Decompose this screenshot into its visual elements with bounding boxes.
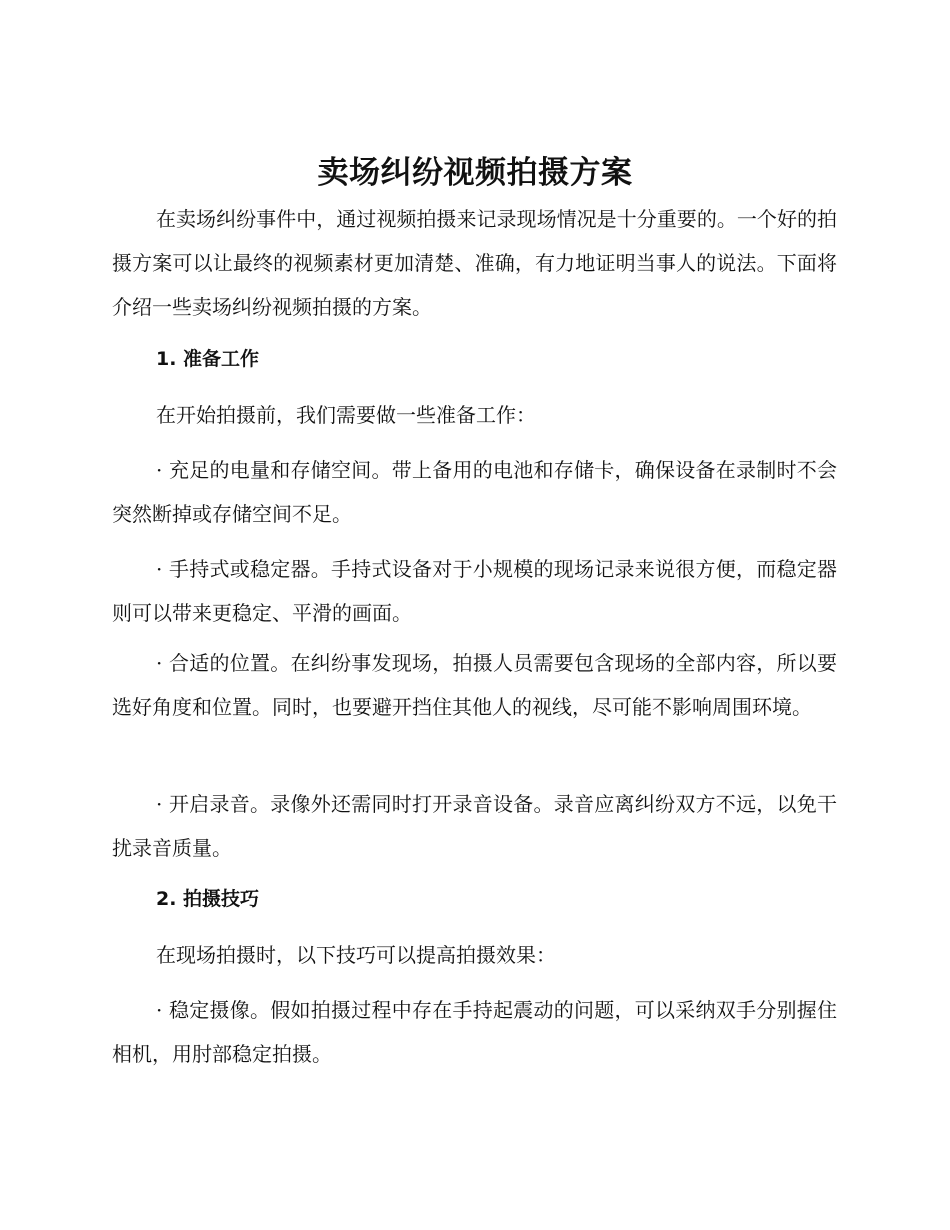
bullet-item-position: · 合适的位置。在纠纷事发现场，拍摄人员需要包含现场的全部内容，所以要选好角度和位置。同时，也要避开挡住其他人的视线，尽可能不影响周围环境。 <box>112 651 837 719</box>
section-lead-preparation: 在开始拍摄前，我们需要做一些准备工作： <box>156 403 536 427</box>
section-lead-techniques: 在现场拍摄时，以下技巧可以提高拍摄效果： <box>156 943 556 967</box>
intro-paragraph: 在卖场纠纷事件中，通过视频拍摄来记录现场情况是十分重要的。一个好的拍摄方案可以让最终的视频素材更加清楚、准确，有力地证明当事人的说法。下面将介绍一些卖场纠纷视频拍摄的方案。 <box>112 207 837 319</box>
document-title: 卖场纠纷视频拍摄方案 <box>317 155 633 191</box>
section-heading-preparation: 1. 准备工作 <box>156 348 260 370</box>
bullet-item-recording: · 开启录音。录像外还需同时打开录音设备。录音应离纠纷双方不远，以免干扰录音质量。 <box>112 792 837 860</box>
bullet-item-stable-shooting: · 稳定摄像。假如拍摄过程中存在手持起震动的问题，可以采纳双手分别握住相机，用肘部稳定拍摄。 <box>112 998 837 1066</box>
bullet-item-battery-storage: · 充足的电量和存储空间。带上备用的电池和存储卡，确保设备在录制时不会突然断掉或存储空间不足。 <box>112 458 837 526</box>
section-heading-techniques: 2. 拍摄技巧 <box>156 888 260 910</box>
bullet-item-stabilizer: · 手持式或稳定器。手持式设备对于小规模的现场记录来说很方便，而稳定器则可以带来更稳定、平滑的画面。 <box>112 557 837 625</box>
